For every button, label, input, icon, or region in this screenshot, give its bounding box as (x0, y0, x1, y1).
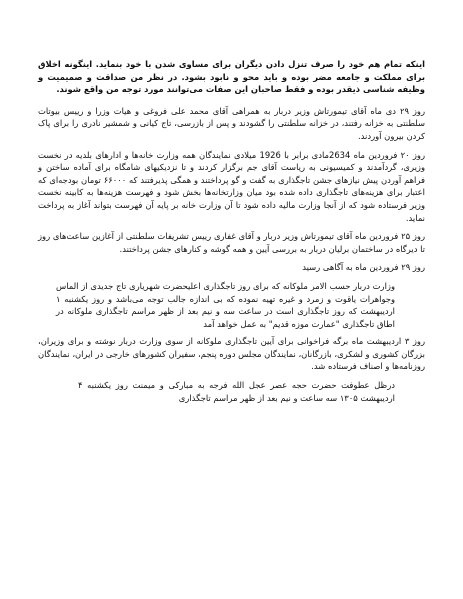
quoted-invitation: درظل عطوفت حضرت حجه عصر عجل الله فرجه به مبارکی و میمنت روز یکشنبه ۴ اردیبهشت ۱۳۰۵ سه ساعت و نیم بعد از ظهر مراسم تاجگذاری (78, 380, 395, 403)
intro-paragraph: اینکه تمام هم خود را صرف تنزل دادن دیگران برای مساوی شدن با خود بنماید. اینگونه اخلاق برای مملکت و جامعه مضر بوده و باید محو و نابود بشود. در نظر من صداقت و صمیمیت و وظیفه شناسی ذیقدر بوده و فقط صاحبان این صفات می‌توانند مورد توجه من واقع شوند. (38, 59, 425, 95)
paragraph-ordibehesht-3: روز ۳ اردیبهشت ماه برگه فراخوانی برای آیین تاجگذاری ملوکانه از سوی وزارت دربار نوشته و برای وزیران، بزرگان کشوری و لشکری، بازرگانان، نمایندگان مجلس دوره پنجم، سفیران کشورهای خارجی در ایران، نمایندگان روزنامه‌ها و اصناف فرستاده شد. (38, 336, 426, 372)
quoted-announcement: وزارت دربار حسب الامر ملوکانه که برای روز تاجگذاری اعلیحضرت شهریاری تاج جدیدی از الماس وجواهرات یاقوت و زمرد و غیره تهیه نموده که بی اندازه جالب توجه می‌باشد و روز یکشنبه ۱ اردیبهشت که روز تاجگذاری است در ساعت سه و نیم بعد از ظهر مراسم تاجگذاری ملوکانه در اطاق تاجگذاری "عمارت موزه قدیم" به عمل خواهد آمد (56, 280, 395, 329)
paragraph-farvardin-25: روز ۲۵ فروردین ماه آقای تیمورتاش وزیر دربار و آقای غفاری رییس تشریفات سلطنتی از آغازین ساعت‌های روز تا دیرگاه در ساختمان برلیان دربار به بررسی آیین و همه گوشه و کنارهای جشن پرداختند. (38, 231, 426, 254)
paragraph-farvardin-20: روز ۲۰ فروردین ماه 2634مادی برابر با 1926 میلادی نمایندگان همه وزارت خانه‌ها و ادارهای بلدیه در نخست وزیری، گردآمدند و کمیسیونی به ریاست آقای جم برگزار کردند و تا نزدیکیهای شامگاه برای آماده ساختن و فراهم آوردن پیش نیازهای جشن تاجگذاری به گفت و گو پرداختند و همگی پذیرفتند که ۶۶۰۰۰ تومان بودجه‌ای که اعتبار برای هزینه‌های تاجگذاری داده شده بود میان وزارتخانه‌ها بخش شود و فهرست هزینه‌ها به کابینه نخست وزیر فرستاده شود که از آنجا وزارت مالیه داده شود تا آن وزارت خانه بر پایه آن فهرست بتواند آغاز به پرداخت نماید. (38, 149, 426, 223)
lead-line-farvardin-29: روز ۲۹ فروردین ماه به آگاهی رسید (302, 262, 425, 273)
paragraph-dey-29: روز ۲۹ دی ماه آقای تیمورتاش وزیر دربار به همراهی آقای محمد علی فروغی و هیات وزرا و رییس بیوتات سلطنتی به خزانه رفتند، در خزانه سلطنتی را گشودند و پس از بازرسی، تاج کیانی و شمشیر نادری را برای پاک کردن بیرون آوردند. (38, 105, 426, 141)
